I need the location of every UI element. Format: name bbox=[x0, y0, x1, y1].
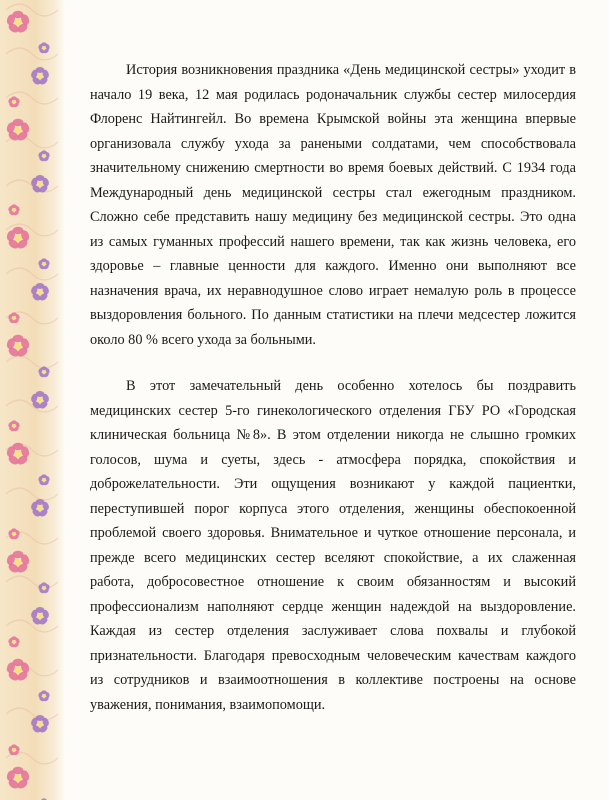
flower-icon bbox=[38, 690, 51, 702]
flower-icon bbox=[8, 312, 21, 324]
flower-icon bbox=[30, 715, 50, 734]
flower-icon bbox=[38, 474, 51, 486]
flower-icon bbox=[30, 499, 50, 518]
letter-body bbox=[90, 58, 576, 717]
flower-icon bbox=[38, 582, 51, 594]
flower-icon bbox=[38, 366, 51, 378]
flower-icon bbox=[8, 636, 21, 648]
flower-icon bbox=[6, 227, 31, 251]
flower-icon bbox=[38, 42, 51, 54]
paragraph-congratulation: В этот замечательный день особенно хотелось бы поздравить медицинских сестер 5-го гинекологического отделения ГБУ РО «Городская клиническая больница №8». В этом отделении никогда не слышно громких голосов, шума и суеты, здесь - атмосфера порядка, спокойствия и доброжелательности. Эти ощущения возникают у каждой пациентки, переступившей порог корпуса этого отделения, женщины обеспокоенной проблемой своего здоровья. Внимательное и чуткое отношение персонала, и прежде всего медицинских сестер вселяют спокойствие, а их слаженная работа, добросовестное отношение к своим обязанностям и высокий профессионализм наполняют сердце женщин надеждой на выздоровление. Каждая из сестер отделения заслуживает слова похвалы и глубокой признательности. Благодаря превосходным человеческим качествам каждого из сотрудников и взаимоотношения в коллективе построены на основе уважения, понимания, взаимопомощи. bbox=[90, 378, 576, 713]
flower-icon bbox=[6, 659, 31, 683]
flower-icon bbox=[38, 258, 51, 270]
flower-icon bbox=[8, 420, 21, 432]
flower-icon bbox=[38, 150, 51, 162]
flower-icon bbox=[6, 551, 31, 575]
flower-icon bbox=[8, 744, 21, 756]
paragraph-history: История возникновения праздника «День медицинской сестры» уходит в начало 19 века, 12 мая родилась родоначальник службы сестер милосердия Флоренс Найтингейл. Во времена Крымской войны эта женщина впервые организовала службу ухода за ранеными солдатами, чем способствовала значительному снижению смертности во время боевых действий. С 1934 года Международный день медицинской сестры стал ежегодным праздником. Сложно себе представить нашу медицину без медицинской сестры. Это одна из самых гуманных профессий нашего времени, так как жизнь человека, его здоровье – главные ценности для каждого. Именно они выполняют все назначения врача, их неравнодушное слово играет немалую роль в процессе выздоровления больного. По данным статистики на плечи медсестер ложится около 80 % всего ухода за больными. bbox=[90, 62, 576, 348]
flower-icon bbox=[6, 11, 31, 35]
flower-icon bbox=[30, 67, 50, 86]
flower-icon bbox=[8, 96, 21, 108]
flower-icon bbox=[8, 528, 21, 540]
flower-icon bbox=[30, 607, 50, 626]
flower-icon bbox=[30, 283, 50, 302]
flower-icon bbox=[8, 204, 21, 216]
floral-border-icon bbox=[0, 0, 64, 800]
floral-border-pattern bbox=[0, 0, 64, 800]
flower-icon bbox=[6, 767, 31, 791]
flower-icon bbox=[30, 175, 50, 194]
flower-icon bbox=[6, 335, 31, 359]
